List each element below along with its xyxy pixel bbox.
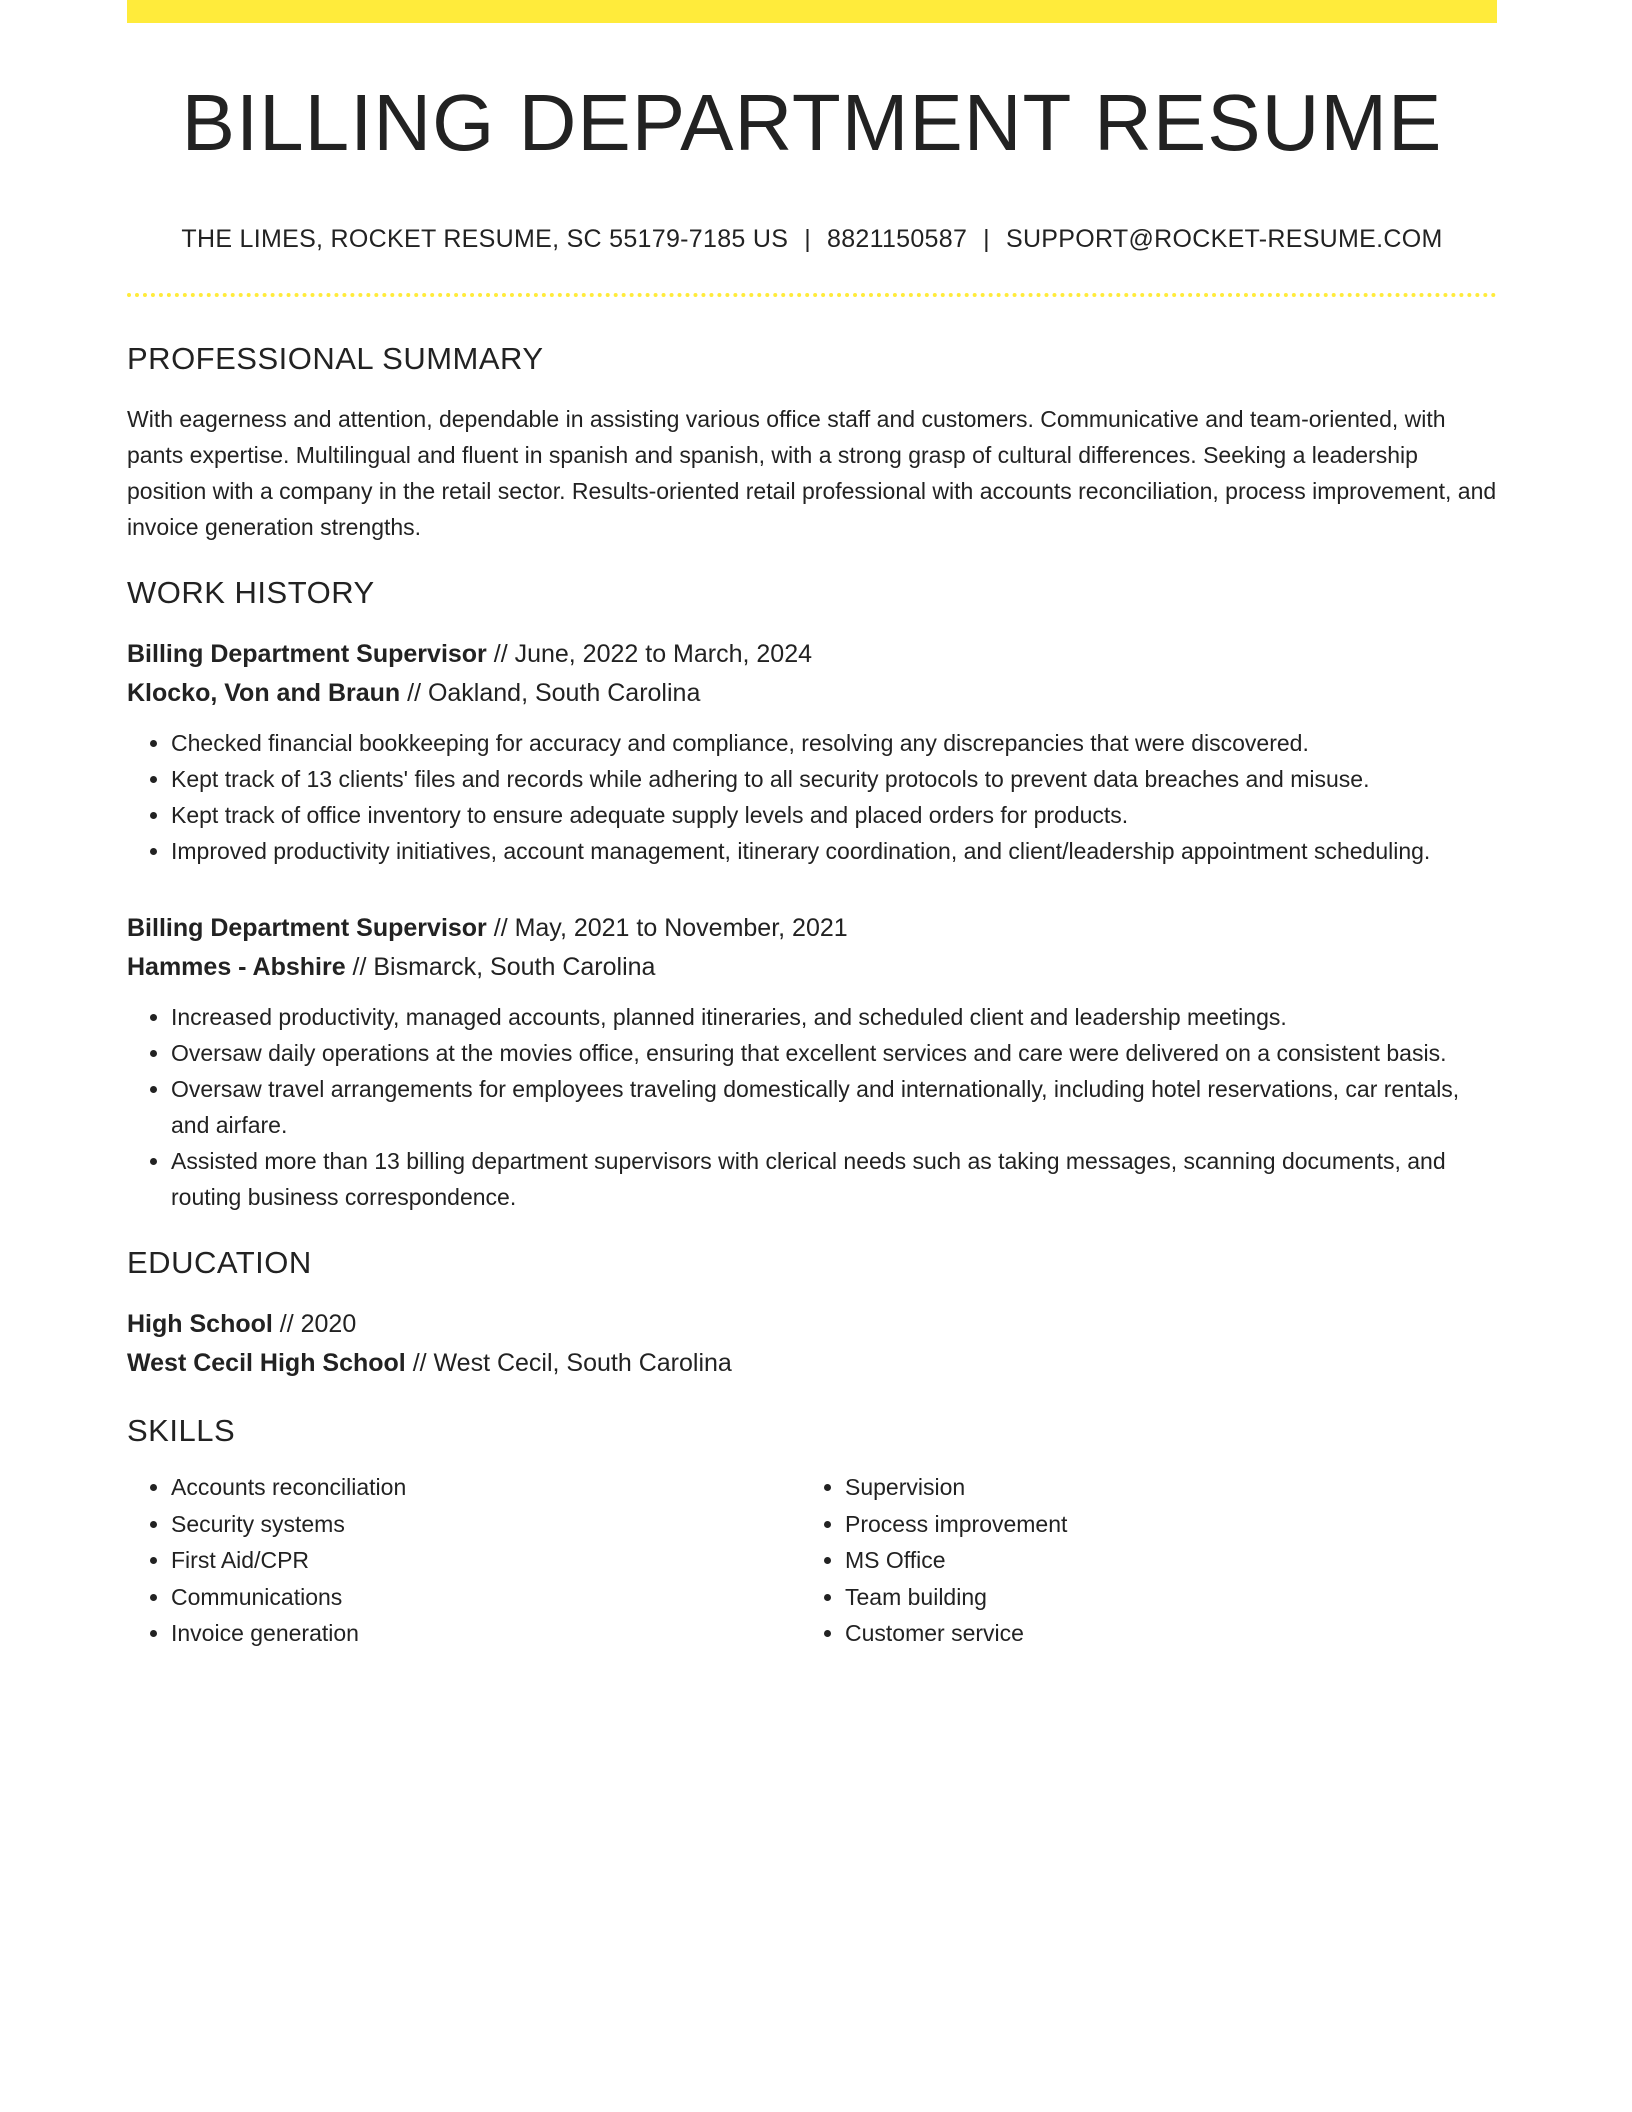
resume-title: BILLING DEPARTMENT RESUME: [181, 78, 1443, 167]
job-bullets: [127, 999, 1497, 1215]
education-school-line: [127, 1344, 1497, 1383]
education-location: // West Cecil, South Carolina: [405, 1349, 732, 1377]
skill-item: • Supervision: [845, 1469, 1475, 1506]
contact-email: SUPPORT@ROCKET-RESUME.COM: [1005, 225, 1443, 253]
education-heading: EDUCATION: [127, 1245, 312, 1280]
job-company: Klocko, Von and Braun: [127, 679, 401, 707]
skill-item: • Customer service: [845, 1615, 1475, 1652]
skill-item: • Invoice generation: [171, 1615, 801, 1652]
job-company: Hammes - Abshire: [127, 953, 346, 981]
work-history-heading: WORK HISTORY: [127, 575, 375, 610]
job-location: // Oakland, South Carolina: [400, 679, 701, 707]
resume-page: [127, 0, 1497, 1652]
skill-item: • Communications: [171, 1579, 801, 1616]
job-entry: [127, 635, 1497, 869]
summary-heading: PROFESSIONAL SUMMARY: [127, 341, 544, 376]
job-role-line: [127, 909, 1497, 948]
job-bullet: • Kept track of office inventory to ensure adequate supply levels and placed orders for products.: [171, 797, 1497, 833]
education-school: West Cecil High School: [127, 1349, 406, 1377]
job-bullets: [127, 725, 1497, 869]
job-bullet: • Kept track of 13 clients' files and records while adhering to all security protocols to prevent data breaches and misuse.: [171, 761, 1497, 797]
job-dates: // May, 2021 to November, 2021: [486, 914, 848, 942]
contact-phone: 8821150587: [826, 225, 968, 253]
job-company-line: [127, 948, 1497, 987]
education-year: // 2020: [272, 1310, 357, 1338]
contact-separator: |: [983, 225, 990, 253]
summary-text: With eagerness and attention, dependable in assisting various office staff and customers. Communicative and team-oriented, with pants expertise. Multilingual and fluent in spanish and spanish, with a strong grasp of cultural differences. Seeking a leadership position with a company in the retail sector. Results-oriented retail professional with accounts reconciliation, process improvement, and invoice generation strengths.: [127, 406, 1497, 540]
job-bullet: • Oversaw daily operations at the movies office, ensuring that excellent services and care were delivered on a consistent basis.: [171, 1035, 1497, 1071]
job-bullet: • Improved productivity initiatives, account management, itinerary coordination, and client/leadership appointment scheduling.: [171, 833, 1497, 869]
job-bullet: • Increased productivity, managed accounts, planned itineraries, and scheduled client and leadership meetings.: [171, 999, 1497, 1035]
contact-line: [127, 225, 1497, 254]
contact-separator: |: [804, 225, 811, 253]
skill-item: • Security systems: [171, 1506, 801, 1543]
skills-column-1: [127, 1469, 801, 1652]
job-bullet: • Checked financial bookkeeping for accuracy and compliance, resolving any discrepancies that were discovered.: [171, 725, 1497, 761]
skill-item: • Accounts reconciliation: [171, 1469, 801, 1506]
skill-item: • First Aid/CPR: [171, 1542, 801, 1579]
education-degree: High School: [127, 1310, 273, 1338]
contact-address: THE LIMES, ROCKET RESUME, SC 55179-7185 US: [181, 225, 789, 253]
job-role: Billing Department Supervisor: [127, 914, 487, 942]
top-accent-bar: [127, 0, 1497, 23]
skills-list: [127, 1469, 1497, 1652]
job-dates: // June, 2022 to March, 2024: [486, 640, 813, 668]
education-entry: [127, 1305, 1497, 1383]
job-bullet: • Oversaw travel arrangements for employees traveling domestically and internationally, including hotel reservations, car rentals, and airfare.: [171, 1071, 1497, 1143]
job-bullet: • Assisted more than 13 billing department supervisors with clerical needs such as taking messages, scanning documents, and routing business correspondence.: [171, 1143, 1497, 1215]
job-role-line: [127, 635, 1497, 674]
education-degree-line: [127, 1305, 1497, 1344]
dotted-divider: [127, 293, 1497, 297]
job-role: Billing Department Supervisor: [127, 640, 487, 668]
skill-item: • Team building: [845, 1579, 1475, 1616]
job-location: // Bismarck, South Carolina: [345, 953, 656, 981]
skills-heading: SKILLS: [127, 1413, 236, 1448]
skill-item: • Process improvement: [845, 1506, 1475, 1543]
skill-item: • MS Office: [845, 1542, 1475, 1579]
skills-column-2: [801, 1469, 1475, 1652]
job-entry: [127, 909, 1497, 1215]
job-company-line: [127, 674, 1497, 713]
